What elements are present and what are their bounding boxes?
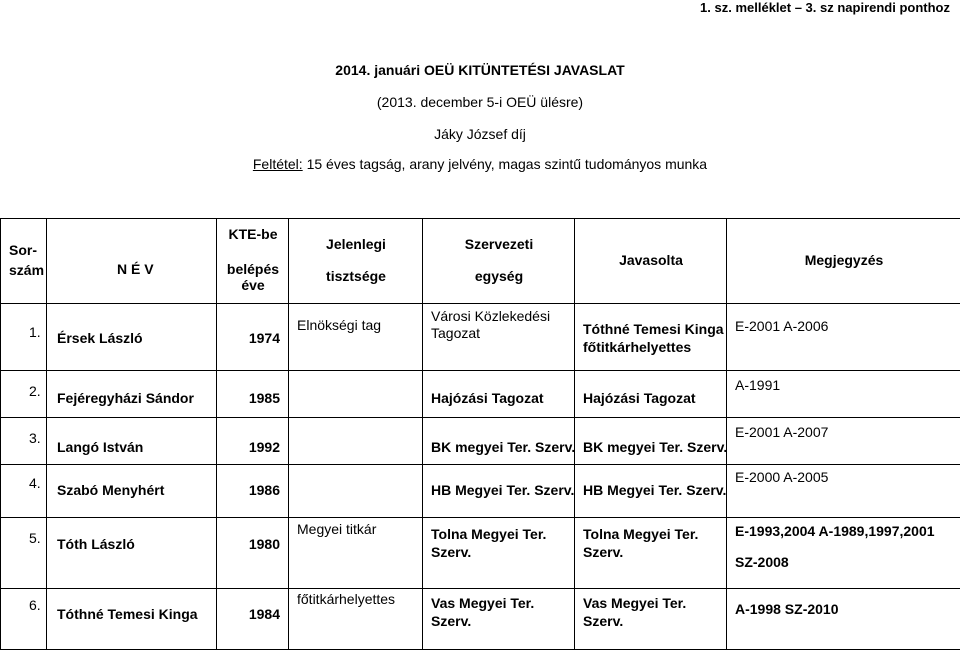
row-name: Tóthné Temesi Kinga [57,606,198,622]
header-javasolta: Javasolta [619,252,683,268]
row-proposer: Tóthné Temesi Kinga [583,321,724,337]
row-unit: BK megyei Ter. Szerv. [431,439,576,455]
table-row [1,518,960,589]
row-note: E-2000 A-2005 [735,469,829,485]
table-row [1,371,960,418]
row-number: 2. [29,383,41,399]
row-note: E-1993,2004 A-1989,1997,2001 [735,523,935,539]
condition-label: Feltétel: [252,156,303,172]
row-name: Érsek László [57,330,143,346]
row-note-cont: SZ-2008 [735,554,789,570]
row-unit: HB Megyei Ter. Szerv. [431,482,575,498]
header-tisztseg: Jelenlegi tisztsége [326,236,386,284]
row-proposer-cont: Szerv. [583,544,624,560]
table-row [1,465,960,518]
row-position: Megyei titkár [297,521,377,537]
row-unit: Városi Közlekedési [431,308,551,324]
row-unit: Hajózási Tagozat [431,390,544,406]
row-position: Elnökségi tag [297,317,382,333]
row-name: Langó István [57,439,144,455]
row-proposer: Hajózási Tagozat [583,390,696,406]
header-sorszam: Sor- szám [9,242,45,278]
row-name: Fejéregyházi Sándor [57,390,194,406]
document-title: 2014. januári OEÜ KITÜNTETÉSI JAVASLAT [335,62,625,78]
row-proposer: Vas Megyei Ter. [583,595,687,611]
row-unit: Vas Megyei Ter. [431,595,535,611]
row-number: 1. [29,324,41,340]
row-year: 1985 [248,390,280,406]
nominees-table [0,218,960,650]
row-year: 1980 [248,536,280,552]
header-nev: N É V [117,261,154,277]
row-number: 6. [29,597,41,613]
row-year: 1986 [248,482,280,498]
row-position: főtitkárhelyettes [297,591,396,607]
row-number: 3. [29,430,41,446]
header-egyseg: Szervezeti egység [464,236,534,284]
row-unit-cont: Szerv. [431,613,472,629]
row-proposer-title: főtitkárhelyettes [583,339,692,355]
table-row [1,418,960,465]
header-kte: KTE-be belépés éve [226,226,280,293]
award-condition [0,156,960,172]
header-megjegyzes: Megjegyzés [804,252,884,268]
row-note: E-2001 A-2006 [735,318,829,334]
row-proposer: BK megyei Ter. Szerv. [583,439,728,455]
table-header-row [1,219,960,304]
attachment-reference: 1. sz. melléklet – 3. sz napirendi ponthoz [700,0,950,15]
table-row [1,589,960,650]
row-name: Szabó Menyhért [57,482,165,498]
row-proposer-cont: Szerv. [583,613,624,629]
row-name: Tóth László [57,536,135,552]
row-number: 5. [29,530,41,546]
row-unit-cont: Szerv. [431,544,472,560]
award-name: Jáky József díj [434,126,526,142]
row-note: A-1991 [735,377,781,393]
row-proposer: HB Megyei Ter. Szerv. [583,482,727,498]
row-note: A-1998 SZ-2010 [735,601,839,617]
condition-text: 15 éves tagság, arany jelvény, magas szintű tudományos munka [302,156,708,172]
row-year: 1974 [248,330,280,346]
row-proposer: Tolna Megyei Ter. [583,526,699,542]
table-row [1,304,960,371]
row-year: 1984 [248,606,280,622]
row-year: 1992 [248,439,280,455]
row-number: 4. [29,475,41,491]
document-subtitle: (2013. december 5-i OEÜ ülésre) [376,94,584,110]
row-unit: Tolna Megyei Ter. [431,526,547,542]
row-note: E-2001 A-2007 [735,424,829,440]
row-unit-cont: Tagozat [431,325,481,341]
